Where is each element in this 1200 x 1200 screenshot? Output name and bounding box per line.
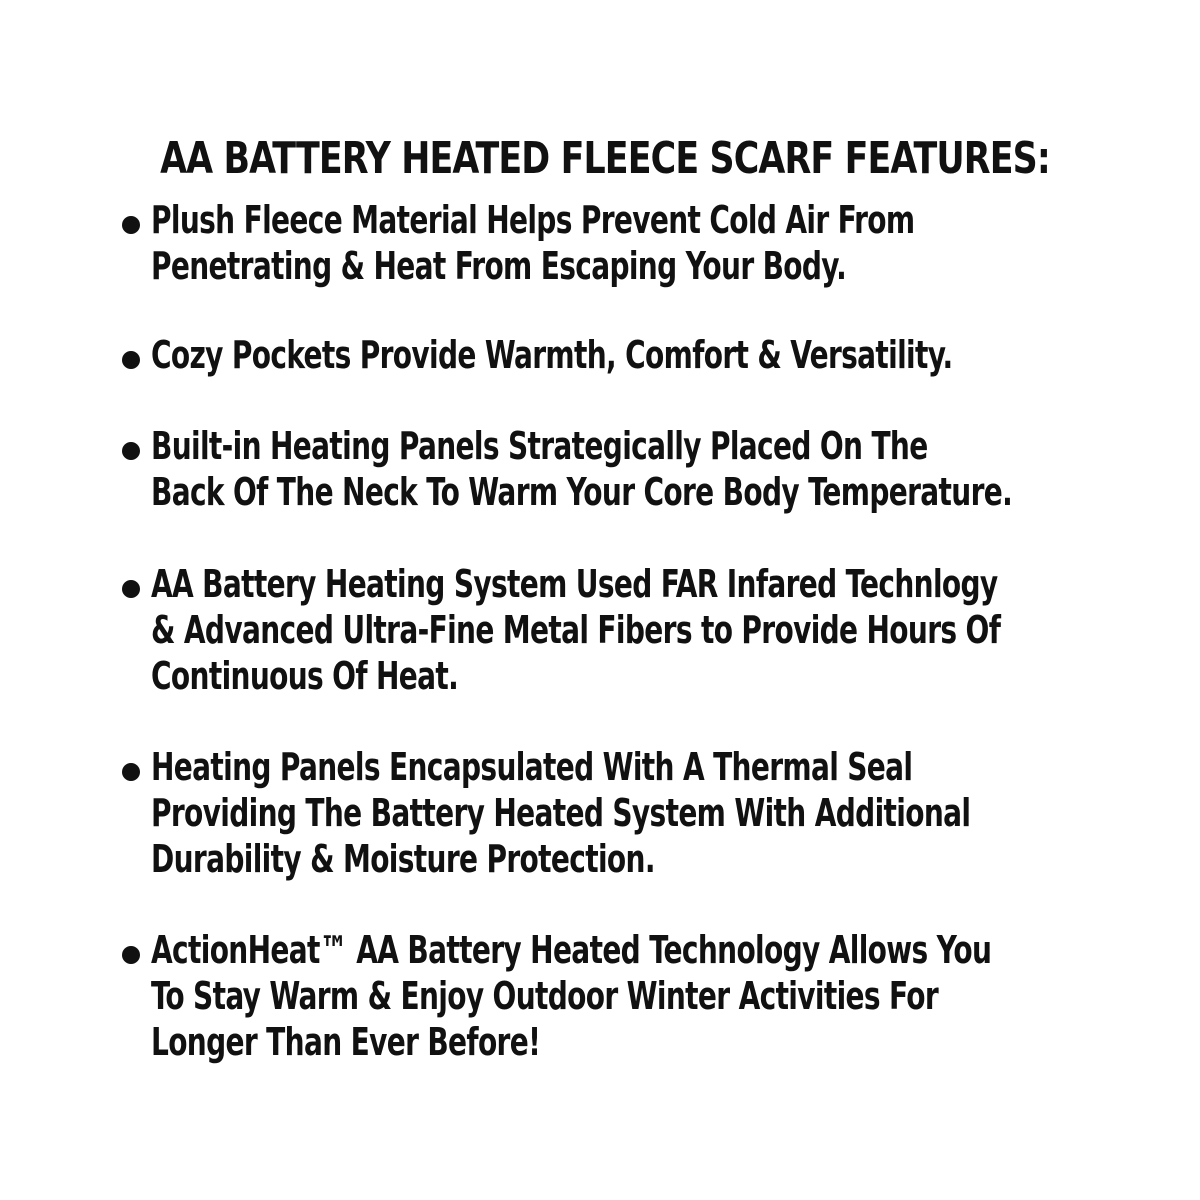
feature-line: Providing The Battery Heated System With Additional (151, 791, 971, 835)
feature-line: To Stay Warm & Enjoy Outdoor Winter Activities For (151, 974, 939, 1018)
feature-line: Built-in Heating Panels Strategically Placed On The (151, 424, 928, 468)
feature-line: & Advanced Ultra-Fine Metal Fibers to Provide Hours Of (151, 608, 1001, 652)
feature-item-heating-panels (115, 424, 1175, 584)
bullet-icon (122, 351, 140, 369)
bullet-icon (122, 763, 140, 781)
bullet-icon (122, 442, 140, 460)
feature-line: Back Of The Neck To Warm Your Core Body Temperature. (151, 470, 1013, 514)
feature-item-heating-system (115, 562, 1175, 722)
feature-line: Plush Fleece Material Helps Prevent Cold Air From (151, 198, 915, 242)
page-title: AA BATTERY HEATED FLEECE SCARF FEATURES: (160, 133, 1050, 184)
feature-line: Continuous Of Heat. (151, 654, 459, 698)
feature-line: Cozy Pockets Provide Warmth, Comfort & Versatility. (151, 333, 953, 377)
bullet-icon (122, 216, 140, 234)
feature-line: ActionHeat™ AA Battery Heated Technology Allows You (151, 928, 992, 972)
feature-line: Penetrating & Heat From Escaping Your Body. (151, 244, 847, 288)
feature-line: Durability & Moisture Protection. (151, 837, 655, 881)
feature-line: AA Battery Heating System Used FAR Infared Technlogy (151, 562, 998, 606)
bullet-icon (122, 580, 140, 598)
feature-item-actionheat (115, 928, 1175, 1088)
feature-item-thermal-seal (115, 745, 1175, 905)
feature-line: Heating Panels Encapsulated With A Thermal Seal (151, 745, 913, 789)
bullet-icon (122, 946, 140, 964)
feature-line: Longer Than Ever Before! (151, 1020, 541, 1064)
